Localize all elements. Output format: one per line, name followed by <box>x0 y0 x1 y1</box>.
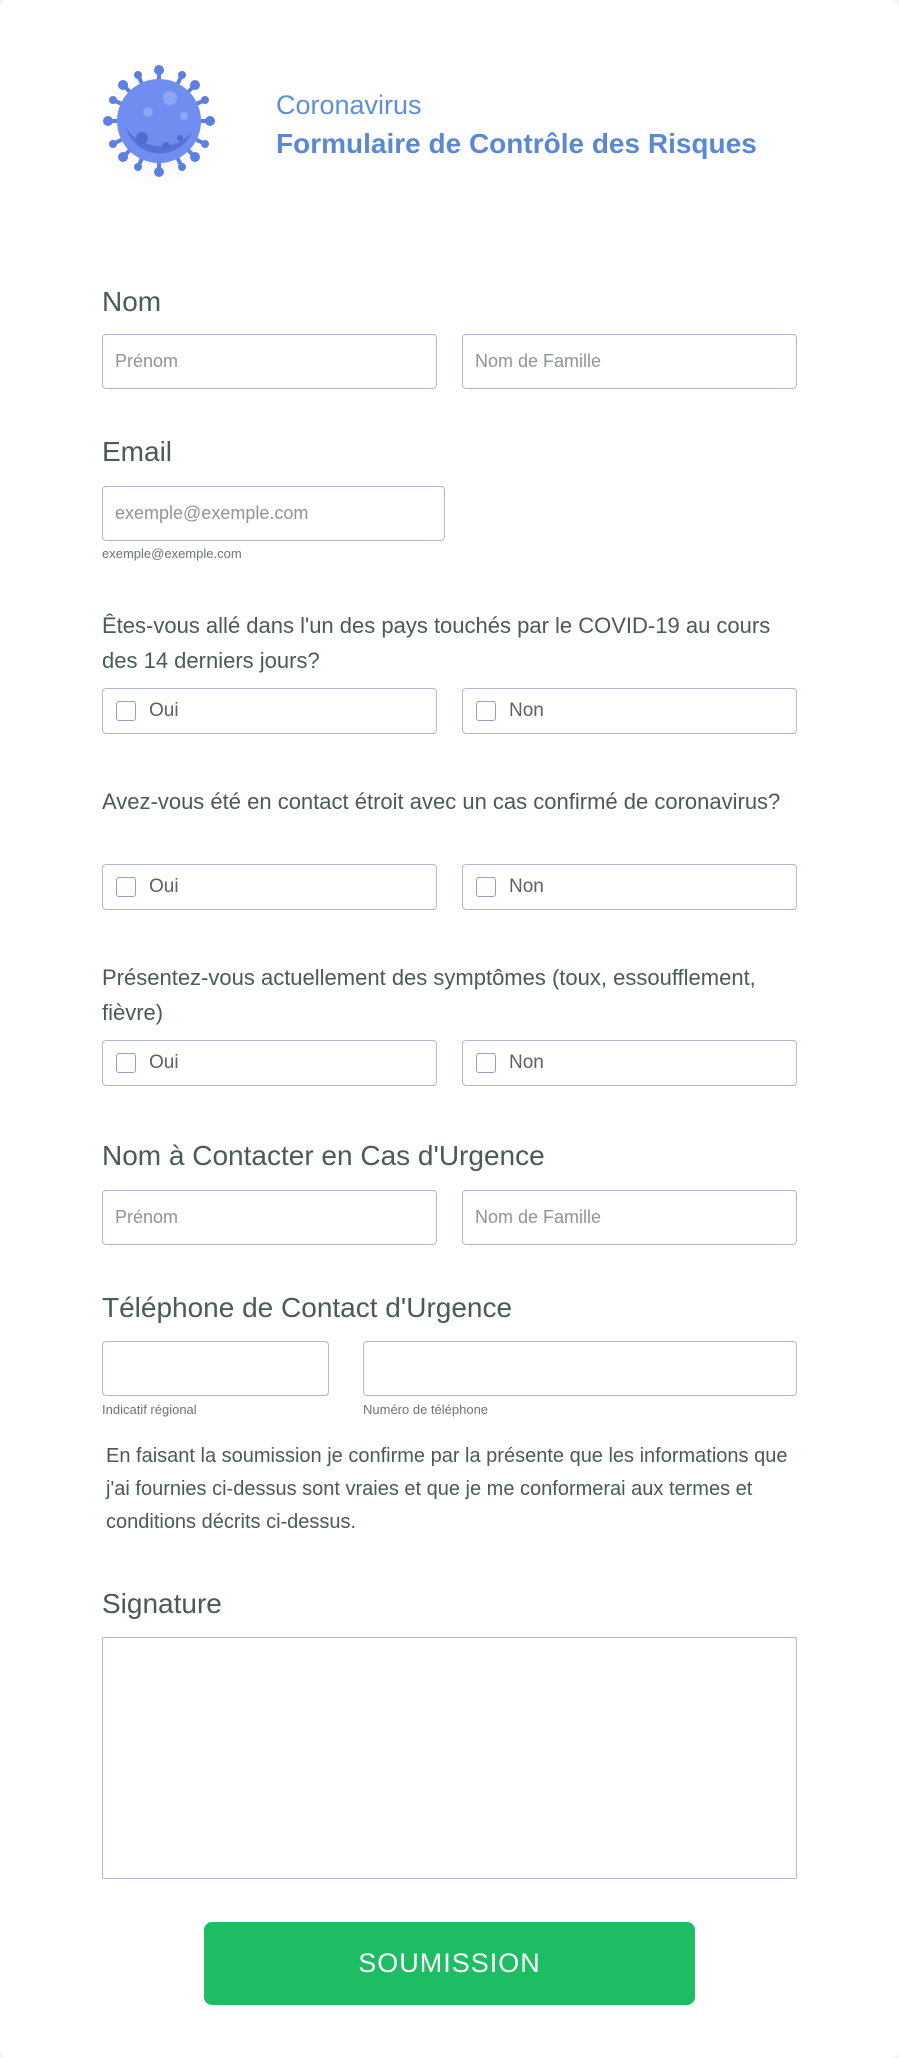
question-travel: Êtes-vous allé dans l'un des pays touchés par le COVID-19 au cours des 14 derniers jours? <box>102 613 771 673</box>
option-label: Oui <box>149 876 179 897</box>
signature-label: Signature <box>102 1588 222 1619</box>
emergency-last-name-input[interactable] <box>462 1190 797 1245</box>
question-symptoms: Présentez-vous actuellement des symptômes (toux, essoufflement, fièvre) <box>102 965 756 1025</box>
travel-no-option[interactable] <box>462 688 797 734</box>
emergency-name-label: Nom à Contacter en Cas d'Urgence <box>102 1140 545 1171</box>
question-contact: Avez-vous été en contact étroit avec un cas confirmé de coronavirus? <box>102 789 781 814</box>
name-label: Nom <box>102 286 162 317</box>
submit-button[interactable]: SOUMISSION <box>204 1922 695 2005</box>
consent-text: En faisant la soumission je confirme par la présente que les informations que j'ai fournies ci-dessus sont vraies et que je me conformerai aux termes et conditions décrits ci-dessus. <box>106 1445 788 1533</box>
page-title: Formulaire de Contrôle des Risques <box>276 128 757 159</box>
email-hint: exemple@exemple.com <box>102 546 242 561</box>
checkbox[interactable] <box>476 1053 496 1073</box>
travel-yes-option[interactable] <box>102 688 437 734</box>
phone-number-input[interactable] <box>363 1341 797 1396</box>
last-name-input[interactable] <box>462 334 797 389</box>
option-label: Oui <box>149 1052 179 1073</box>
checkbox[interactable] <box>476 701 496 721</box>
header-subtitle: Coronavirus <box>276 90 422 120</box>
first-name-input[interactable] <box>102 334 437 389</box>
emergency-phone-label: Téléphone de Contact d'Urgence <box>102 1292 513 1323</box>
signature-pad[interactable] <box>102 1637 797 1879</box>
option-label: Non <box>509 876 544 897</box>
email-label: Email <box>102 436 173 467</box>
virus-icon <box>96 58 222 184</box>
contact-yes-option[interactable] <box>102 864 437 910</box>
checkbox[interactable] <box>116 1053 136 1073</box>
option-label: Oui <box>149 700 179 721</box>
email-input[interactable] <box>102 486 445 541</box>
symptoms-yes-option[interactable] <box>102 1040 437 1086</box>
area-code-sublabel: Indicatif régional <box>102 1402 197 1417</box>
contact-no-option[interactable] <box>462 864 797 910</box>
checkbox[interactable] <box>476 877 496 897</box>
option-label: Non <box>509 1052 544 1073</box>
symptoms-no-option[interactable] <box>462 1040 797 1086</box>
emergency-first-name-input[interactable] <box>102 1190 437 1245</box>
option-label: Non <box>509 700 544 721</box>
phone-number-sublabel: Numéro de téléphone <box>363 1402 489 1417</box>
area-code-input[interactable] <box>102 1341 329 1396</box>
checkbox[interactable] <box>116 877 136 897</box>
checkbox[interactable] <box>116 701 136 721</box>
